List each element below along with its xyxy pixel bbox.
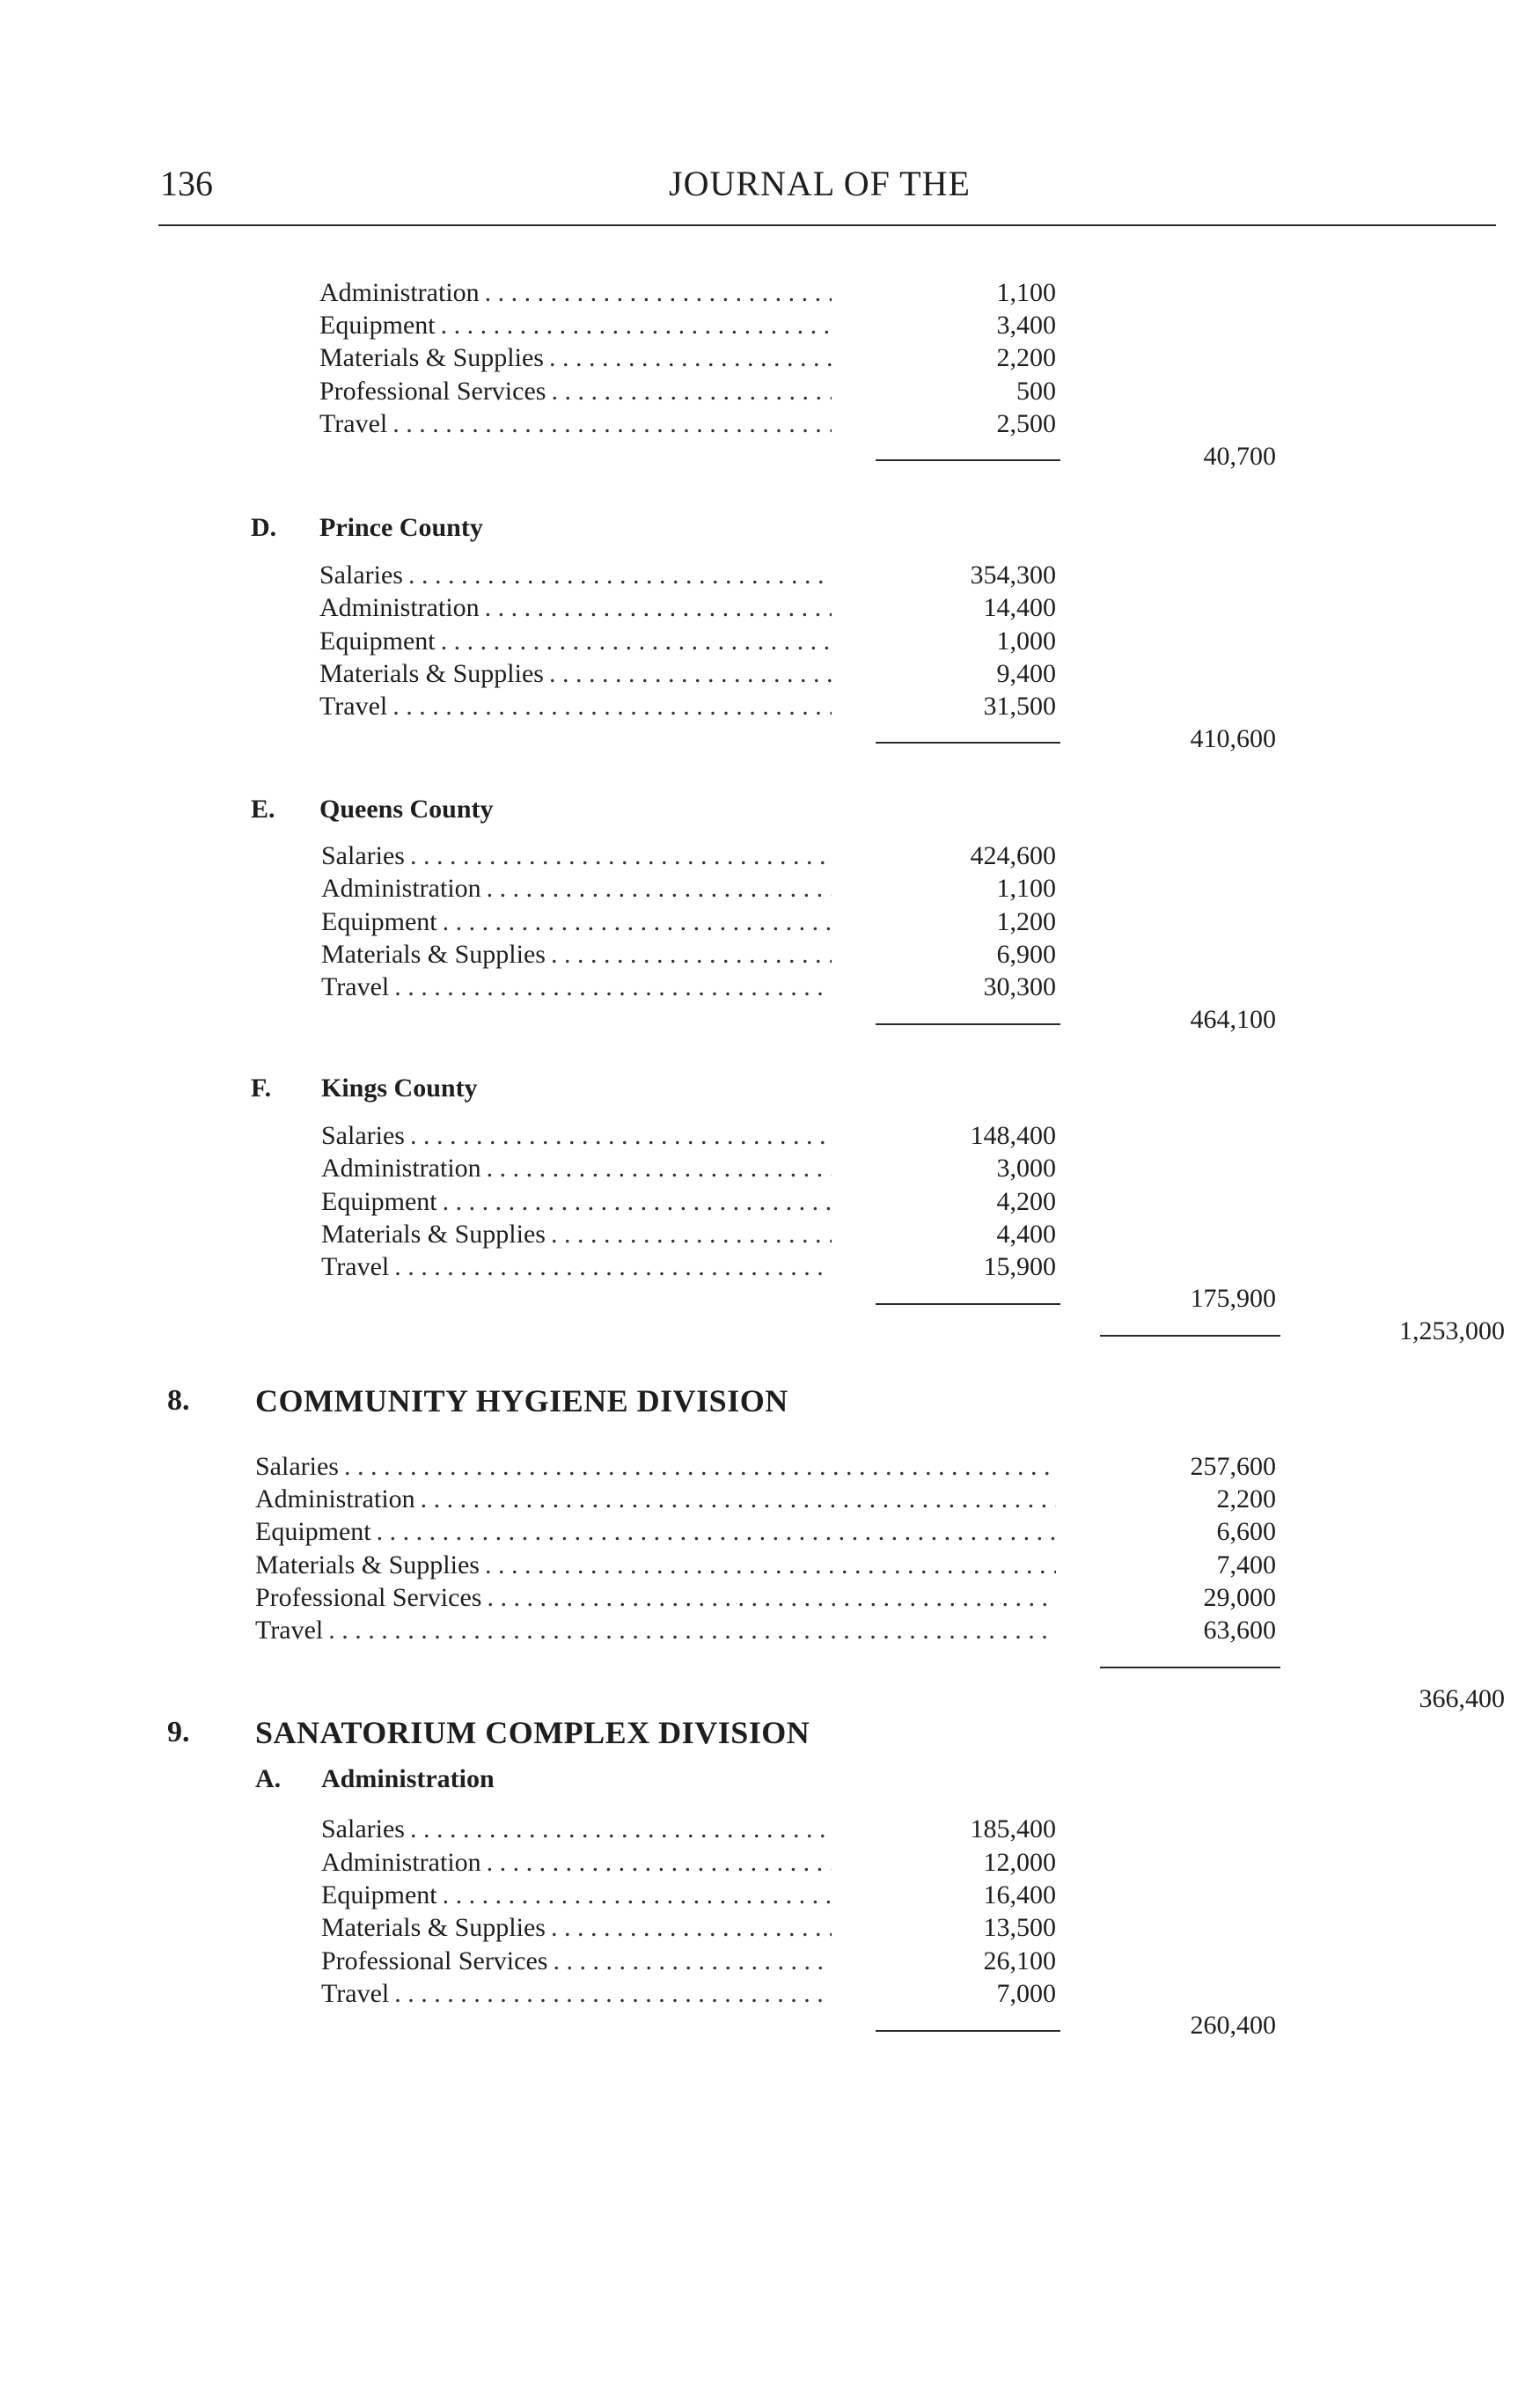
section-letter: A. bbox=[255, 1764, 282, 1793]
item-label: Materials & Supplies bbox=[255, 1550, 480, 1579]
item-label: Professional Services bbox=[321, 1946, 548, 1975]
item-amount: 26,100 bbox=[983, 1946, 1056, 1975]
item-label: Travel bbox=[319, 409, 388, 438]
item-amount: 29,000 bbox=[1203, 1583, 1276, 1612]
item-label: Salaries bbox=[319, 561, 403, 590]
item-amount: 1,200 bbox=[996, 907, 1056, 936]
division-title: COMMUNITY HYGIENE DIVISION bbox=[255, 1383, 788, 1418]
item-amount: 63,600 bbox=[1203, 1616, 1276, 1645]
item-amount: 14,400 bbox=[983, 593, 1056, 622]
item-label: Administration bbox=[319, 593, 480, 622]
section-title: Kings County bbox=[321, 1074, 478, 1103]
item-label: Administration bbox=[321, 874, 481, 903]
line-item bbox=[319, 561, 832, 590]
item-label: Administration bbox=[321, 1848, 481, 1877]
item-amount: 2,500 bbox=[996, 409, 1056, 438]
line-item bbox=[319, 627, 832, 656]
line-item bbox=[321, 1979, 832, 2009]
total-rule bbox=[1100, 1667, 1280, 1668]
line-item bbox=[319, 278, 832, 308]
item-label: Salaries bbox=[321, 1121, 405, 1150]
line-item bbox=[319, 409, 832, 439]
item-label: Administration bbox=[319, 278, 480, 307]
item-label: Equipment bbox=[321, 1880, 437, 1909]
line-item bbox=[319, 593, 832, 623]
line-item bbox=[321, 1848, 832, 1878]
division-total: 366,400 bbox=[1419, 1684, 1505, 1713]
item-label: Equipment bbox=[321, 907, 437, 936]
item-amount: 30,300 bbox=[983, 972, 1056, 1001]
line-item bbox=[255, 1517, 1056, 1547]
subtotal-rule bbox=[876, 1023, 1060, 1025]
line-item bbox=[321, 972, 832, 1002]
item-label: Equipment bbox=[321, 1187, 437, 1216]
line-item bbox=[321, 1880, 832, 1910]
block-total: 410,600 bbox=[1190, 724, 1276, 753]
section-title: Queens County bbox=[319, 795, 494, 824]
item-amount: 257,600 bbox=[1190, 1452, 1276, 1481]
section-letter: D. bbox=[251, 513, 277, 542]
item-label: Materials & Supplies bbox=[319, 343, 544, 372]
block-total: 464,100 bbox=[1190, 1005, 1276, 1034]
subtotal-rule bbox=[876, 1303, 1060, 1305]
item-label: Salaries bbox=[321, 841, 405, 870]
item-amount: 185,400 bbox=[970, 1814, 1056, 1843]
item-label: Travel bbox=[321, 1252, 390, 1281]
item-amount: 148,400 bbox=[970, 1121, 1056, 1150]
line-item bbox=[255, 1484, 1056, 1514]
line-item bbox=[319, 692, 832, 722]
line-item bbox=[321, 874, 832, 904]
subtotal-rule bbox=[876, 2030, 1060, 2032]
item-amount: 2,200 bbox=[1216, 1484, 1276, 1513]
item-label: Materials & Supplies bbox=[321, 1913, 546, 1942]
item-label: Salaries bbox=[255, 1452, 339, 1481]
item-amount: 1,100 bbox=[996, 278, 1056, 307]
block-total: 175,900 bbox=[1190, 1284, 1276, 1313]
item-amount: 7,000 bbox=[996, 1979, 1056, 2008]
item-amount: 13,500 bbox=[983, 1913, 1056, 1942]
line-item bbox=[321, 1154, 832, 1184]
item-label: Travel bbox=[321, 972, 390, 1001]
line-item bbox=[321, 1121, 832, 1151]
line-item bbox=[321, 1252, 832, 1282]
item-amount: 1,000 bbox=[996, 627, 1056, 656]
block-total: 40,700 bbox=[1203, 442, 1276, 471]
item-label: Travel bbox=[255, 1616, 324, 1645]
item-label: Travel bbox=[321, 1979, 390, 2008]
item-amount: 3,400 bbox=[996, 311, 1056, 340]
item-label: Materials & Supplies bbox=[321, 940, 546, 969]
line-item bbox=[319, 377, 832, 407]
item-label: Materials & Supplies bbox=[321, 1220, 546, 1249]
item-amount: 500 bbox=[1016, 377, 1056, 406]
line-item bbox=[321, 841, 832, 871]
line-item bbox=[321, 1913, 832, 1943]
item-label: Equipment bbox=[255, 1517, 371, 1546]
item-label: Equipment bbox=[319, 311, 436, 340]
item-amount: 6,900 bbox=[996, 940, 1056, 969]
item-amount: 4,200 bbox=[996, 1187, 1056, 1216]
item-amount: 354,300 bbox=[970, 561, 1056, 590]
line-item bbox=[321, 907, 832, 937]
item-label: Equipment bbox=[319, 627, 436, 656]
line-item bbox=[255, 1550, 1056, 1580]
item-amount: 4,400 bbox=[996, 1220, 1056, 1249]
block-total: 260,400 bbox=[1190, 2011, 1276, 2040]
line-item bbox=[321, 1814, 832, 1844]
section-letter: E. bbox=[251, 795, 275, 824]
item-amount: 2,200 bbox=[996, 343, 1056, 372]
item-amount: 12,000 bbox=[983, 1848, 1056, 1877]
page-number: 136 bbox=[160, 164, 213, 203]
item-label: Professional Services bbox=[319, 377, 546, 406]
item-label: Professional Services bbox=[255, 1583, 482, 1612]
item-amount: 6,600 bbox=[1216, 1517, 1276, 1546]
subtotal-rule bbox=[876, 459, 1060, 461]
running-head: JOURNAL OF THE bbox=[669, 164, 971, 203]
line-item bbox=[321, 1187, 832, 1217]
subtotal-rule bbox=[876, 742, 1060, 744]
line-item bbox=[255, 1616, 1056, 1645]
item-label: Salaries bbox=[321, 1814, 405, 1843]
item-amount: 3,000 bbox=[996, 1154, 1056, 1183]
line-item bbox=[321, 1946, 832, 1976]
section-title: Administration bbox=[321, 1764, 495, 1793]
item-amount: 9,400 bbox=[996, 659, 1056, 688]
item-amount: 16,400 bbox=[983, 1880, 1056, 1909]
section-title: Prince County bbox=[319, 513, 483, 542]
total-rule bbox=[1100, 1335, 1280, 1337]
item-amount: 424,600 bbox=[970, 841, 1056, 870]
division-title: SANATORIUM COMPLEX DIVISION bbox=[255, 1715, 810, 1750]
header-rule bbox=[158, 224, 1496, 226]
item-label: Travel bbox=[319, 692, 388, 721]
line-item bbox=[319, 343, 832, 373]
section-letter: F. bbox=[251, 1074, 272, 1103]
grand-total: 1,253,000 bbox=[1399, 1316, 1505, 1345]
item-amount: 1,100 bbox=[996, 874, 1056, 903]
division-number: 8. bbox=[167, 1384, 190, 1417]
item-amount: 15,900 bbox=[983, 1252, 1056, 1281]
item-label: Administration bbox=[255, 1484, 415, 1513]
item-amount: 31,500 bbox=[983, 692, 1056, 721]
line-item bbox=[319, 659, 832, 689]
item-amount: 7,400 bbox=[1216, 1550, 1276, 1579]
line-item bbox=[321, 940, 832, 970]
line-item bbox=[255, 1452, 1056, 1482]
line-item bbox=[255, 1583, 1056, 1613]
division-number: 9. bbox=[167, 1716, 190, 1748]
item-label: Administration bbox=[321, 1154, 481, 1183]
line-item bbox=[319, 311, 832, 341]
line-item bbox=[321, 1220, 832, 1250]
item-label: Materials & Supplies bbox=[319, 659, 544, 688]
